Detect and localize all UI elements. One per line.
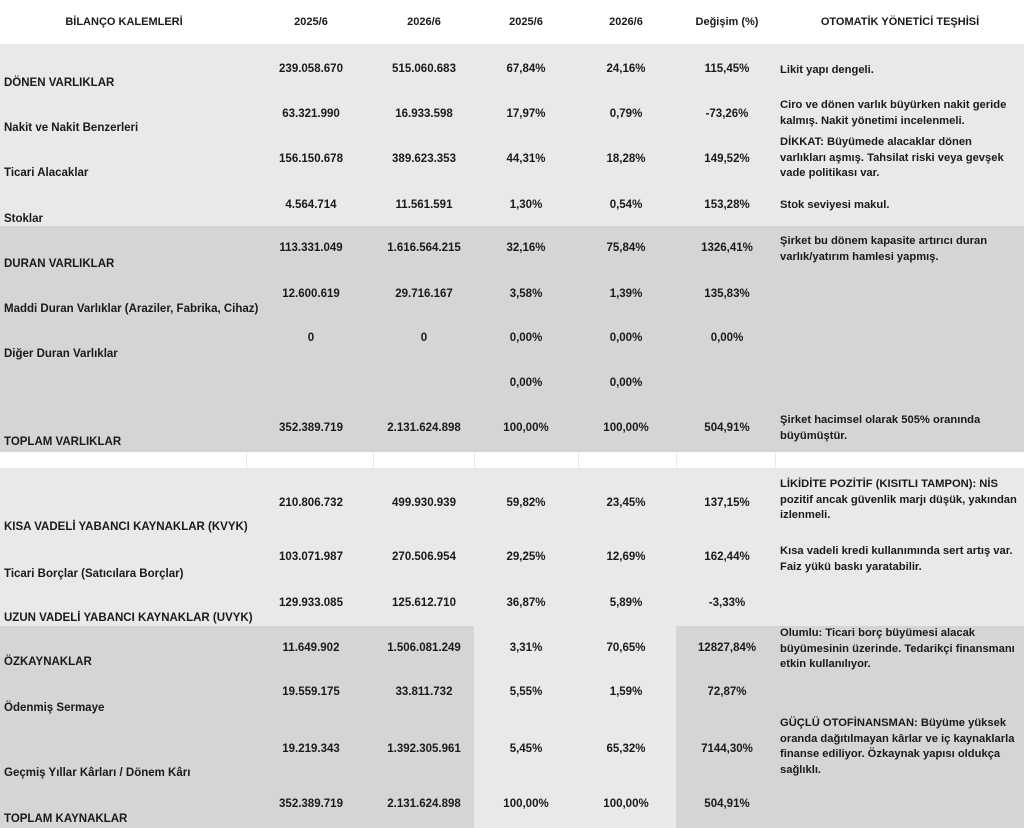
change-pct: -73,26%: [705, 108, 749, 120]
row-label: Stoklar: [4, 213, 43, 225]
pct-2025: 5,45%: [509, 743, 543, 755]
pct-2026: 65,32%: [606, 743, 646, 755]
row-label: ÖZKAYNAKLAR: [4, 656, 92, 668]
row-label: DÖNEN VARLIKLAR: [4, 77, 115, 89]
pct-2025: 32,16%: [506, 242, 546, 254]
header-diagnosis: OTOMATİK YÖNETİCİ TEŞHİSİ: [820, 16, 980, 28]
value-2025: 156.150.678: [279, 153, 343, 165]
pct-2025: 0,00%: [509, 377, 543, 389]
pct-2025: 1,30%: [509, 199, 543, 211]
row-label: Ticari Borçlar (Satıcılara Borçlar): [4, 568, 184, 580]
change-pct: 1326,41%: [701, 242, 753, 254]
value-2025: 11.649.902: [282, 642, 340, 654]
value-2025: 19.559.175: [282, 686, 340, 698]
pct-2025: 100,00%: [503, 422, 549, 434]
value-2026: 389.623.353: [392, 153, 456, 165]
change-pct: 504,91%: [704, 798, 750, 810]
table-row-trade-payables: [0, 544, 1024, 585]
diagnosis-note: Likit yapı dengeli.: [780, 64, 874, 76]
pct-2026: 23,45%: [606, 497, 646, 509]
row-label: TOPLAM KAYNAKLAR: [4, 813, 128, 825]
change-pct: 149,52%: [704, 153, 750, 165]
pct-2026: 0,79%: [609, 108, 643, 120]
diagnosis-note: Ciro ve dönen varlık büyürken nakit geride kalmış. Nakit yönetimi incelenmeli.: [780, 99, 1007, 127]
change-pct: 72,87%: [707, 686, 747, 698]
pct-2026: 0,00%: [609, 377, 643, 389]
pct-2025: 44,31%: [506, 153, 546, 165]
value-2025: 129.933.085: [279, 597, 343, 609]
value-2025: 0: [307, 332, 315, 344]
pct-2026: 100,00%: [603, 422, 649, 434]
value-2025: 63.321.990: [282, 108, 340, 120]
diagnosis-note: Stok seviyesi makul.: [780, 199, 890, 211]
diagnosis-note: DİKKAT: Büyümede alacaklar dönen varlıkları aşmış. Tahsilat riski veya gevşek vade politikası var.: [780, 136, 1004, 179]
diagnosis-note: Şirket bu dönem kapasite artırıcı duran varlık/yatırım hamlesi yapmış.: [780, 235, 988, 263]
table-row-short-term-liabilities: [0, 468, 1024, 544]
pct-2025: 0,00%: [509, 332, 543, 344]
change-pct: 0,00%: [710, 332, 744, 344]
pct-2025: 100,00%: [503, 798, 549, 810]
table-row-paid-in-capital: [0, 671, 1024, 716]
pct-2025: 17,97%: [506, 108, 546, 120]
pct-2026: 18,28%: [606, 153, 646, 165]
table-row-blank: [0, 362, 1024, 407]
pct-2026: 70,65%: [606, 642, 646, 654]
table-row-total-liabilities: [0, 788, 1024, 828]
header-balance-items: BİLANÇO KALEMLERİ: [65, 16, 183, 28]
value-2026: 1.392.305.961: [387, 743, 461, 755]
table-row-equity: [0, 626, 1024, 671]
row-label: Diğer Duran Varlıklar: [4, 348, 118, 360]
change-pct: 12827,84%: [697, 642, 757, 654]
table-row-tangible-assets: [0, 272, 1024, 317]
table-row-inventories: [0, 180, 1024, 226]
value-2026: 499.930.939: [392, 497, 456, 509]
value-2026: 270.506.954: [392, 551, 456, 563]
value-2025: 239.058.670: [279, 63, 343, 75]
value-2025: 103.071.987: [279, 551, 343, 563]
value-2025: 352.389.719: [279, 798, 343, 810]
header-change: Değişim (%): [695, 16, 759, 28]
value-2026: 0: [420, 332, 428, 344]
value-2026: 1.506.081.249: [387, 642, 461, 654]
table-row-other-fixed-assets: [0, 317, 1024, 362]
header-value-2026: 2026/6: [407, 16, 441, 28]
pct-2026: 24,16%: [606, 63, 646, 75]
change-pct: 115,45%: [704, 63, 750, 75]
value-2026: 33.811.732: [395, 686, 453, 698]
change-pct: 153,28%: [704, 199, 750, 211]
change-pct: 135,83%: [704, 288, 750, 300]
value-2026: 16.933.598: [395, 108, 453, 120]
pct-2026: 1,39%: [609, 288, 643, 300]
value-2025: 210.806.732: [279, 497, 343, 509]
table-row-cash: [0, 89, 1024, 134]
row-label: Ticari Alacaklar: [4, 167, 89, 179]
diagnosis-note: Olumlu: Ticari borç büyümesi alacak büyümesinin üzerinde. Tedarikçi finansmanı etkin kullanılıyor.: [780, 627, 1015, 670]
pct-2025: 3,31%: [509, 642, 543, 654]
diagnosis-note: GÜÇLÜ OTOFİNANSMAN: Büyüme yüksek oranda dağıtılmayan kârlar ve iç kaynaklarla finanse ediliyor. Özkaynak yapısı oldukça sağlıklı.: [780, 717, 1015, 776]
value-2025: 352.389.719: [279, 422, 343, 434]
value-2026: 2.131.624.898: [387, 422, 461, 434]
pct-2025: 5,55%: [509, 686, 543, 698]
table-row-trade-receivables: [0, 134, 1024, 180]
change-pct: 504,91%: [704, 422, 750, 434]
row-label: Geçmiş Yıllar Kârları / Dönem Kârı: [4, 767, 191, 779]
value-2025: 113.331.049: [279, 242, 343, 254]
header-value-2025: 2025/6: [294, 16, 328, 28]
pct-2026: 1,59%: [609, 686, 643, 698]
pct-2026: 12,69%: [606, 551, 646, 563]
pct-2026: 75,84%: [606, 242, 646, 254]
pct-2025: 36,87%: [506, 597, 546, 609]
value-2026: 2.131.624.898: [387, 798, 461, 810]
value-2025: 12.600.619: [282, 288, 340, 300]
row-label: DURAN VARLIKLAR: [4, 258, 115, 270]
row-label: KISA VADELİ YABANCI KAYNAKLAR (KVYK): [4, 521, 248, 533]
row-label: TOPLAM VARLIKLAR: [4, 436, 122, 448]
pct-2025: 3,58%: [509, 288, 543, 300]
table-header: [0, 0, 1024, 44]
table-row-total-assets: [0, 407, 1024, 452]
pct-2025: 59,82%: [506, 497, 546, 509]
table-row-current-assets: [0, 44, 1024, 89]
row-label: UZUN VADELİ YABANCI KAYNAKLAR (UVYK): [4, 612, 253, 624]
value-2026: 1.616.564.215: [387, 242, 461, 254]
table-row-retained-earnings: [0, 716, 1024, 788]
row-label: Nakit ve Nakit Benzerleri: [4, 122, 139, 134]
value-2026: 11.561.591: [395, 199, 453, 211]
pct-2025: 29,25%: [506, 551, 546, 563]
change-pct: 162,44%: [704, 551, 750, 563]
pct-2026: 100,00%: [603, 798, 649, 810]
pct-2026: 0,54%: [609, 199, 643, 211]
header-pct-2026: 2026/6: [609, 16, 643, 28]
value-2026: 515.060.683: [392, 63, 456, 75]
header-pct-2025: 2025/6: [509, 16, 543, 28]
row-label: Ödenmiş Sermaye: [4, 702, 105, 714]
value-2025: 4.564.714: [285, 199, 337, 211]
pct-2026: 5,89%: [609, 597, 643, 609]
change-pct: -3,33%: [708, 597, 746, 609]
section-separator: [0, 452, 1024, 468]
diagnosis-note: LİKİDİTE POZİTİF (KISITLI TAMPON): NİS pozitif ancak güvenlik marjı düşük, yakından izlenmeli.: [780, 478, 1017, 521]
diagnosis-note: Kısa vadeli kredi kullanımında sert artış var. Faiz yükü baskı yaratabilir.: [780, 545, 1013, 573]
pct-2026: 0,00%: [609, 332, 643, 344]
value-2025: 19.219.343: [282, 743, 340, 755]
table-row-long-term-liabilities: [0, 585, 1024, 626]
diagnosis-note: Şirket hacimsel olarak 505% oranında büyümüştür.: [780, 414, 981, 442]
value-2026: 29.716.167: [395, 288, 453, 300]
value-2026: 125.612.710: [392, 597, 456, 609]
row-label: Maddi Duran Varlıklar (Araziler, Fabrika, Cihaz): [4, 303, 259, 315]
table-row-fixed-assets: [0, 226, 1024, 272]
change-pct: 7144,30%: [701, 743, 753, 755]
change-pct: 137,15%: [704, 497, 750, 509]
pct-2025: 67,84%: [506, 63, 546, 75]
